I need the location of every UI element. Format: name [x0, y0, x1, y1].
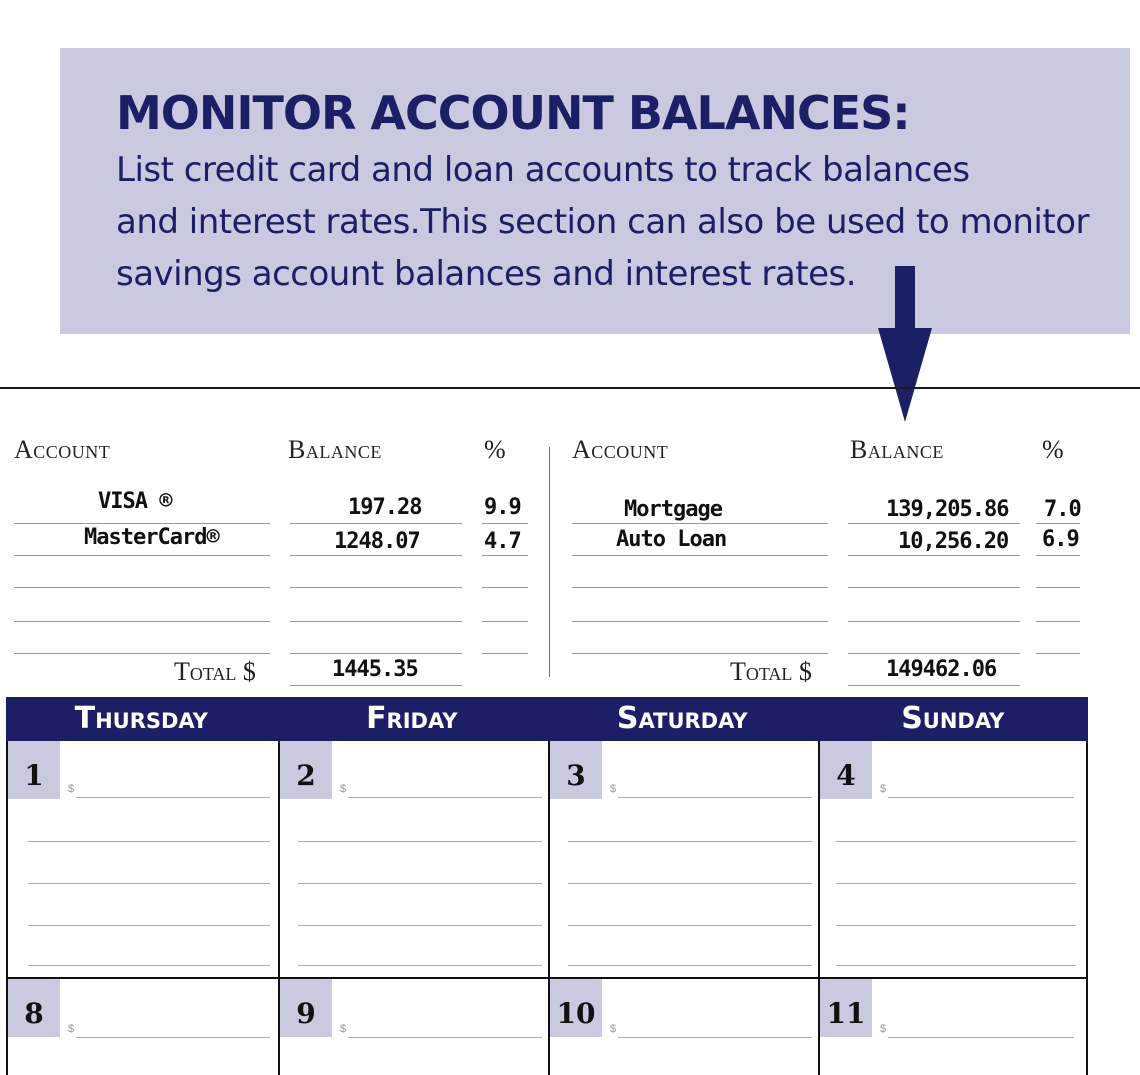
dollar-sign: $ — [610, 783, 617, 795]
dollar-sign: $ — [880, 783, 887, 795]
account-rate: 6.9 — [1042, 527, 1079, 552]
accounts-table-left — [14, 435, 530, 695]
balance-header: Balance — [850, 435, 944, 464]
account-name: MasterCard® — [84, 525, 219, 550]
account-name: Auto Loan — [616, 527, 727, 552]
day-sunday: Sunday — [901, 701, 1005, 736]
account-header: Account — [14, 435, 111, 464]
accounts-table-right — [572, 435, 1082, 695]
date-cell[interactable]: 8 — [8, 979, 60, 1037]
dollar-sign: $ — [880, 1023, 887, 1035]
dollar-sign: $ — [68, 1023, 75, 1035]
total-value: 1445.35 — [332, 657, 418, 682]
callout-title: MONITOR ACCOUNT BALANCES: — [116, 86, 910, 140]
total-value: 149462.06 — [886, 657, 997, 682]
date-cell[interactable]: 9 — [280, 979, 332, 1037]
day-thursday: Thursday — [74, 701, 208, 736]
callout-line: and interest rates.This section can also be used to monitor — [116, 202, 1089, 242]
account-rate: 7.0 — [1044, 497, 1081, 522]
date-cell[interactable]: 10 — [550, 979, 602, 1037]
calendar-header — [6, 697, 1088, 741]
down-arrow-icon — [878, 266, 932, 422]
date-cell[interactable]: 2 — [280, 741, 332, 799]
percent-header: % — [1042, 435, 1065, 464]
day-saturday: Saturday — [616, 701, 748, 736]
date-cell[interactable]: 4 — [820, 741, 872, 799]
section-divider — [0, 387, 1140, 389]
percent-header: % — [484, 435, 507, 464]
calendar-grid — [6, 741, 1088, 1075]
dollar-sign: $ — [610, 1023, 617, 1035]
account-balance: 139,205.86 — [886, 497, 1009, 522]
total-label: Total $ — [174, 657, 256, 686]
account-rate: 4.7 — [484, 529, 521, 554]
dollar-sign: $ — [340, 1023, 347, 1035]
date-cell[interactable]: 1 — [8, 741, 60, 799]
account-header: Account — [572, 435, 669, 464]
dollar-sign: $ — [340, 783, 347, 795]
date-cell[interactable]: 11 — [820, 979, 872, 1037]
instruction-callout — [60, 48, 1130, 334]
account-rate: 9.9 — [484, 495, 521, 520]
account-name: Mortgage — [624, 497, 722, 522]
account-balance: 197.28 — [348, 495, 422, 520]
date-cell[interactable]: 3 — [550, 741, 602, 799]
account-name: VISA ® — [98, 489, 172, 514]
account-balance: 10,256.20 — [898, 529, 1009, 554]
column-divider — [549, 447, 550, 677]
callout-body — [116, 144, 1116, 300]
account-balance: 1248.07 — [334, 529, 420, 554]
balance-header: Balance — [288, 435, 382, 464]
callout-line: List credit card and loan accounts to track balances — [116, 150, 970, 190]
day-friday: Friday — [366, 701, 458, 736]
dollar-sign: $ — [68, 783, 75, 795]
callout-line: savings account balances and interest rates. — [116, 254, 857, 294]
total-label: Total $ — [730, 657, 812, 686]
